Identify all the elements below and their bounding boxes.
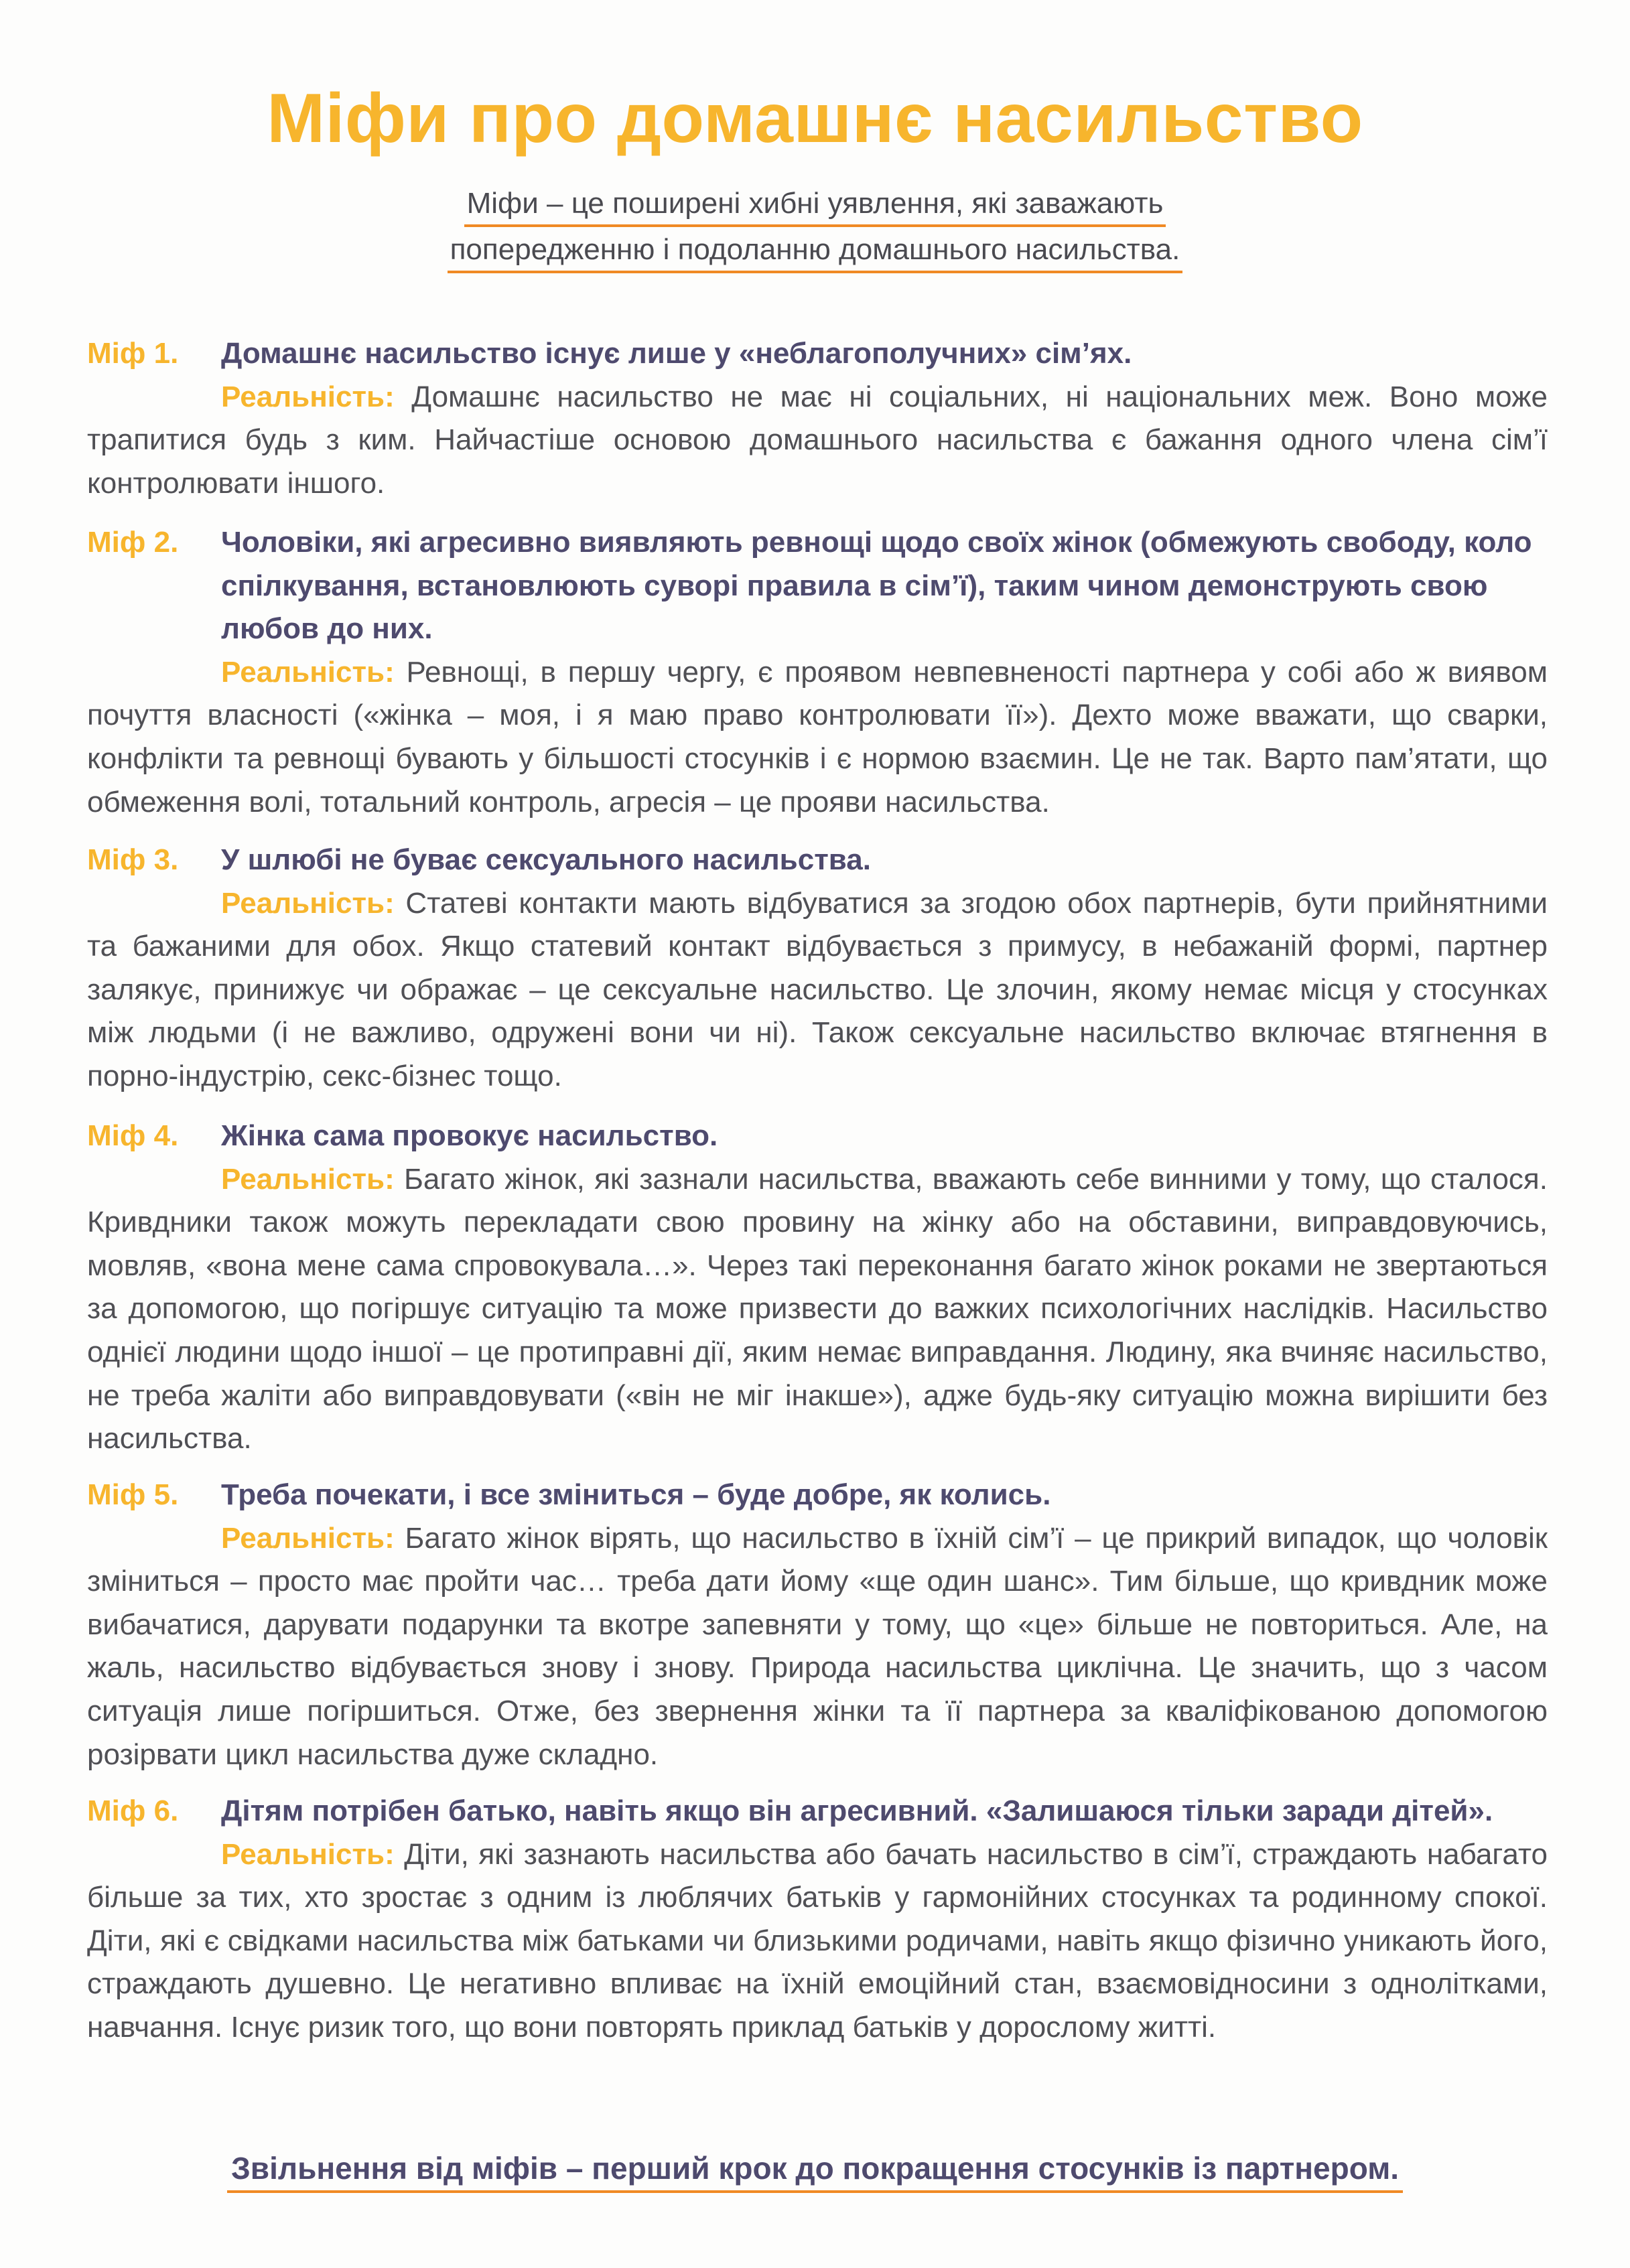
myth-heading bbox=[87, 1790, 1548, 1833]
reality-paragraph bbox=[87, 882, 1548, 1098]
myth-number: Міф 4. bbox=[87, 1119, 179, 1152]
intro-line-1: Міфи – це поширені хибні уявлення, які заважають bbox=[464, 183, 1166, 227]
myth-heading bbox=[87, 1115, 1548, 1158]
reality-paragraph bbox=[87, 376, 1548, 506]
myth-statement: Дітям потрібен батько, навіть якщо він агресивний. «Залишаюся тільки заради дітей». bbox=[221, 1794, 1493, 1827]
myth-number: Міф 2. bbox=[87, 526, 179, 559]
reality-label: Реальність: bbox=[221, 886, 395, 920]
reality-text: Статеві контакти мають відбуватися за згодою обох партнерів, бути прийнятними та бажаними для обох. Якщо статевий контакт відбувається з примусу, в небажаній формі, партнер залякує, принижує чи ображає – це сексуальне насильство. Це злочин, якому немає місця у стосунках між людьми (і не важливо, одружені вони чи ні). Також сексуальне насильство включає втягнення в порно-індустрію, секс-бізнес тощо. bbox=[87, 886, 1548, 1092]
myth-5 bbox=[87, 1474, 1548, 1776]
myth-6 bbox=[87, 1790, 1548, 2050]
myth-statement: Треба почекати, і все зміниться – буде добре, як колись. bbox=[221, 1478, 1051, 1511]
reality-paragraph bbox=[87, 1833, 1548, 2050]
myth-2 bbox=[87, 521, 1548, 824]
reality-text: Багато жінок вірять, що насильство в їхній сім’ї – це прикрий випадок, що чоловік зміниться – просто має пройти час… треба дати йому «ще один шанс». Тим більше, що кривдник може вибачатися, дарувати подарунки та вкотре запевняти у тому, що «це» більше не повториться. Але, на жаль, насильство відбувається знову і знову. Природа насильства циклічна. Це значить, що з часом ситуація лише погіршиться. Отже, без звернення жінки та її партнера за кваліфікованою допомогою розірвати цикл насильства дуже складно. bbox=[87, 1521, 1548, 1771]
intro bbox=[0, 181, 1630, 273]
reality-label: Реальність: bbox=[221, 1162, 395, 1196]
myth-4 bbox=[87, 1115, 1548, 1461]
myth-number: Міф 1. bbox=[87, 337, 179, 370]
myth-1 bbox=[87, 332, 1548, 505]
reality-text: Ревнощі, в першу чергу, є проявом невпевненості партнера у собі або ж виявом почуття власності («жінка – моя, і я маю право контролювати її»). Дехто може вважати, що сварки, конфлікти та ревнощі бувають у більшості стосунків і є нормою взаємин. Це не так. Варто пам’ятати, що обмеження волі, тотальний контроль, агресія – це прояви насильства. bbox=[87, 655, 1548, 819]
reality-text: Домашнє насильство не має ні соціальних, ні національних меж. Воно може трапитися будь з ким. Найчастіше основою домашнього насильства є бажання одного члена сім’ї контролювати іншого. bbox=[87, 380, 1548, 500]
myth-statement: Чоловіки, які агресивно виявляють ревнощі щодо своїх жінок (обмежують свободу, коло спілкування, встановлюють суворі правила в сім’ї), таким чином демонструють свою любов до них. bbox=[221, 526, 1532, 646]
myth-statement: У шлюбі не буває сексуального насильства. bbox=[221, 843, 871, 876]
reality-label: Реальність: bbox=[221, 1837, 395, 1871]
reality-paragraph bbox=[87, 651, 1548, 824]
reality-label: Реальність: bbox=[221, 655, 395, 689]
myth-statement: Домашнє насильство існує лише у «неблагополучних» сім’ях. bbox=[221, 337, 1132, 370]
myth-heading bbox=[87, 521, 1548, 651]
closing-statement bbox=[0, 2150, 1630, 2193]
page-title: Міфи про домашнє насильство bbox=[267, 80, 1363, 157]
myth-number: Міф 5. bbox=[87, 1478, 179, 1511]
reality-text: Діти, які зазнають насильства або бачать насильство в сім’ї, страждають набагато більше за тих, хто зростає з одним із люблячих батьків у гармонійних стосунках та родинному спокої. Діти, які є свідками насильства між батьками чи близькими родичами, навіть якщо фізично уникають його, страждають душевно. Це негативно впливає на їхній емоційний стан, взаємовідносини з однолітками, навчання. Існує ризик того, що вони повторять приклад батьків у дорослому житті. bbox=[87, 1837, 1548, 2044]
reality-label: Реальність: bbox=[221, 1521, 395, 1555]
reality-paragraph bbox=[87, 1517, 1548, 1777]
myth-heading bbox=[87, 332, 1548, 376]
myth-heading bbox=[87, 1474, 1548, 1517]
myth-statement: Жінка сама провокує насильство. bbox=[221, 1119, 718, 1152]
myth-number: Міф 6. bbox=[87, 1794, 179, 1827]
closing-text: Звільнення від міфів – перший крок до покращення стосунків із партнером. bbox=[227, 2150, 1403, 2193]
reality-text: Багато жінок, які зазнали насильства, вважають себе винними у тому, що сталося. Кривдники також можуть перекладати свою провину на жінку або на обставини, виправдовуючись, мовляв, «вона мене сама спровокувала…». Через такі переконання багато жінок роками не звертаються за допомогою, що погіршує ситуацію та може призвести до важких психологічних наслідків. Насильство однієї людини щодо іншої – це протиправні дії, яким немає виправдання. Людину, яка вчиняє насильство, не треба жаліти або виправдовувати («він не міг інакше»), адже будь-яку ситуацію можна вирішити без насильства. bbox=[87, 1162, 1548, 1456]
myth-number: Міф 3. bbox=[87, 843, 179, 876]
reality-label: Реальність: bbox=[221, 380, 395, 413]
myth-heading bbox=[87, 839, 1548, 882]
intro-line-2: попередженню і подоланню домашнього насильства. bbox=[448, 229, 1183, 273]
myth-3 bbox=[87, 839, 1548, 1098]
reality-paragraph bbox=[87, 1158, 1548, 1461]
